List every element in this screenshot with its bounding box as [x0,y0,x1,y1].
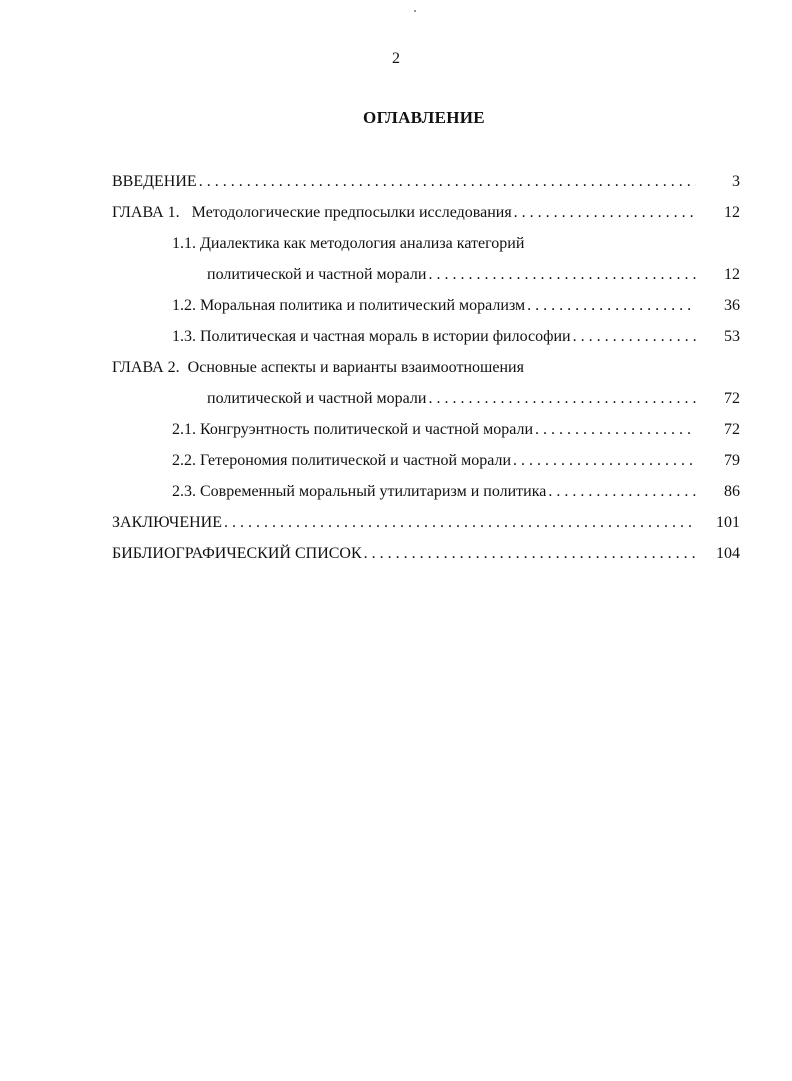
toc-page-number: 72 [724,390,740,407]
dot-leader [364,542,696,566]
toc-entry-text: ЗАКЛЮЧЕНИЕ [112,514,222,531]
toc-entry-text: 2.2. Гетерономия политической и частной морали [172,452,511,469]
toc-entry-text: 1.1. Диалектика как методология анализа категорий [172,235,525,252]
toc-entry-conclusion[interactable] [0,511,792,535]
page-number: 2 [392,50,400,67]
toc-entry-text: 1.2. Моральная политика и политический морализм [172,297,526,314]
toc-entry-text: политической и частной морали [207,390,427,407]
toc-entry-section-2-3[interactable] [0,480,792,504]
toc-entry-section-1-1-cont[interactable] [0,263,792,287]
toc-title: ОГЛАВЛЕНИЕ [363,108,485,127]
toc-page-number: 3 [732,173,740,190]
toc-entry-bibliography[interactable] [0,542,792,566]
toc-entry-text: политической и частной морали [207,266,427,283]
dot-leader [535,418,696,442]
toc-page-number: 101 [716,514,740,531]
toc-entry-chapter-2[interactable] [0,356,792,380]
toc-entry-section-1-2[interactable] [0,294,792,318]
toc-entry-section-2-1[interactable] [0,418,792,442]
toc-entry-text: 1.3. Политическая и частная мораль в истории философии [172,328,571,345]
dot-leader [548,480,696,504]
toc-entry-section-2-2[interactable] [0,449,792,473]
dot-leader [527,294,696,318]
scan-speck [414,10,416,12]
toc-page-number: 104 [716,545,740,562]
toc-page-number: 86 [724,483,740,500]
toc-entry-text: 2.3. Современный моральный утилитаризм и политика [172,483,547,500]
toc-page-number: 12 [724,266,740,283]
toc-page-number: 72 [724,421,740,438]
toc-entry-text: БИБЛИОГРАФИЧЕСКИЙ СПИСОК [112,545,362,562]
toc-entry-chapter-1[interactable] [0,201,792,225]
toc-entry-text: ГЛАВА 2. Основные аспекты и варианты взаимоотношения [112,359,524,376]
toc-page-number: 12 [724,204,740,221]
toc-entry-text: 2.1. Конгруэнтность политической и частной морали [172,421,534,438]
toc-entry-section-1-1[interactable] [0,232,792,256]
dot-leader [199,170,696,194]
toc-page-number: 36 [724,297,740,314]
dot-leader [428,387,696,411]
toc-page-number: 53 [724,328,740,345]
dot-leader [224,511,696,535]
toc-page-number: 79 [724,452,740,469]
dot-leader [428,263,696,287]
toc-entry-chapter-2-cont[interactable] [0,387,792,411]
dot-leader [514,201,696,225]
toc-entry-text: ВВЕДЕНИЕ [112,173,197,190]
toc-entry-text: ГЛАВА 1. Методологические предпосылки исследования [112,204,512,221]
toc-entry-introduction[interactable] [0,170,792,194]
toc-entry-section-1-3[interactable] [0,325,792,349]
dot-leader [513,449,696,473]
dot-leader [573,325,696,349]
